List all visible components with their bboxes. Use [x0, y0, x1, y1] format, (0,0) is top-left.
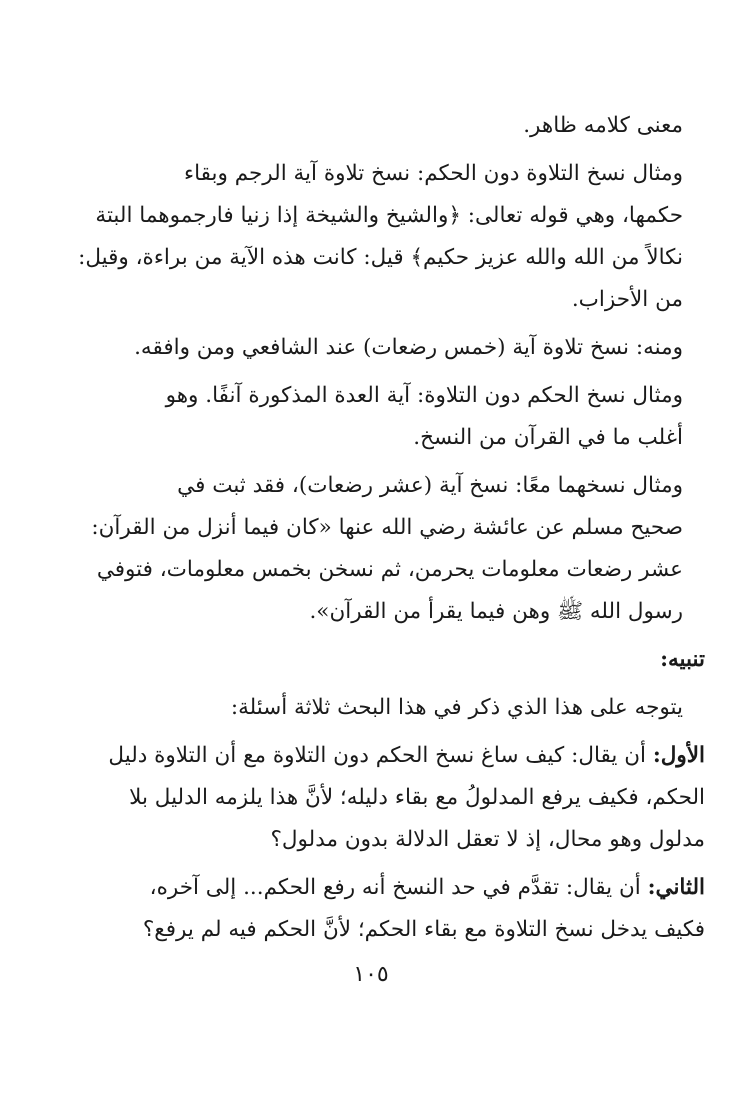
question-paragraph — [55, 867, 705, 951]
text-line: أغلب ما في القرآن من النسخ. — [413, 425, 683, 450]
page-number: ١٠٥ — [353, 962, 389, 987]
text-span: أن يقال: كيف ساغ نسخ الحكم دون التلاوة مع أن التلاوة دليل — [108, 743, 653, 768]
paragraph — [55, 687, 705, 729]
text-line: حكمها، وهي قوله تعالى: ﴿والشيخ والشيخة إذا زنيا فارجموهما البتة — [95, 203, 683, 228]
paragraph — [55, 153, 705, 321]
text-line: ومثال نسخ الحكم دون التلاوة: آية العدة المذكورة آنفًا. وهو — [165, 383, 683, 408]
heading-text: تنبيه: — [660, 647, 705, 672]
text-line: من الأحزاب. — [571, 287, 683, 312]
text-line: مدلول وهو محال، إذ لا تعقل الدلالة بدون مدلول؟ — [270, 827, 705, 852]
question-paragraph — [55, 735, 705, 861]
text-line: يتوجه على هذا الذي ذكر في هذا البحث ثلاثة أسئلة: — [230, 695, 683, 720]
text-span: أن يقال: تقدَّم في حد النسخ أنه رفع الحكم... إلى آخره، — [149, 875, 648, 900]
text-line: عشر رضعات معلومات يحرمن، ثم نسخن بخمس معلومات، فتوفي — [96, 557, 683, 582]
text-line: معنى كلامه ظاهر. — [523, 113, 683, 138]
question-lead: الثاني: — [647, 875, 705, 900]
text-line: فكيف يدخل نسخ التلاوة مع بقاء الحكم؛ لأنَّ الحكم فيه لم يرفع؟ — [142, 917, 705, 942]
text-line: رسول الله ﷺ وهن فيما يقرأ من القرآن». — [309, 599, 683, 624]
text-line — [55, 867, 705, 909]
text-line: ومنه: نسخ تلاوة آية (خمس رضعات) عند الشافعي ومن وافقه. — [134, 335, 683, 360]
text-line — [55, 735, 705, 777]
section-heading — [55, 639, 705, 681]
text-line: ومثال نسخهما معًا: نسخ آية (عشر رضعات)، فقد ثبت في — [177, 473, 683, 498]
paragraph — [55, 375, 705, 459]
paragraph — [55, 105, 705, 147]
text-line: الحكم، فكيف يرفع المدلولُ مع بقاء دليله؛ لأنَّ هذا يلزمه الدليل بلا — [129, 785, 705, 810]
document-body — [55, 105, 705, 957]
text-line: صحيح مسلم عن عائشة رضي الله عنها «كان فيما أنزل من القرآن: — [91, 515, 683, 540]
paragraph — [55, 327, 705, 369]
text-line: ومثال نسخ التلاوة دون الحكم: نسخ تلاوة آية الرجم وبقاء — [183, 161, 683, 186]
paragraph — [55, 465, 705, 633]
question-lead: الأول: — [652, 743, 705, 768]
text-line: نكالاً من الله والله عزيز حكيم﴾ قيل: كانت هذه الآية من براءة، وقيل: — [78, 245, 683, 270]
